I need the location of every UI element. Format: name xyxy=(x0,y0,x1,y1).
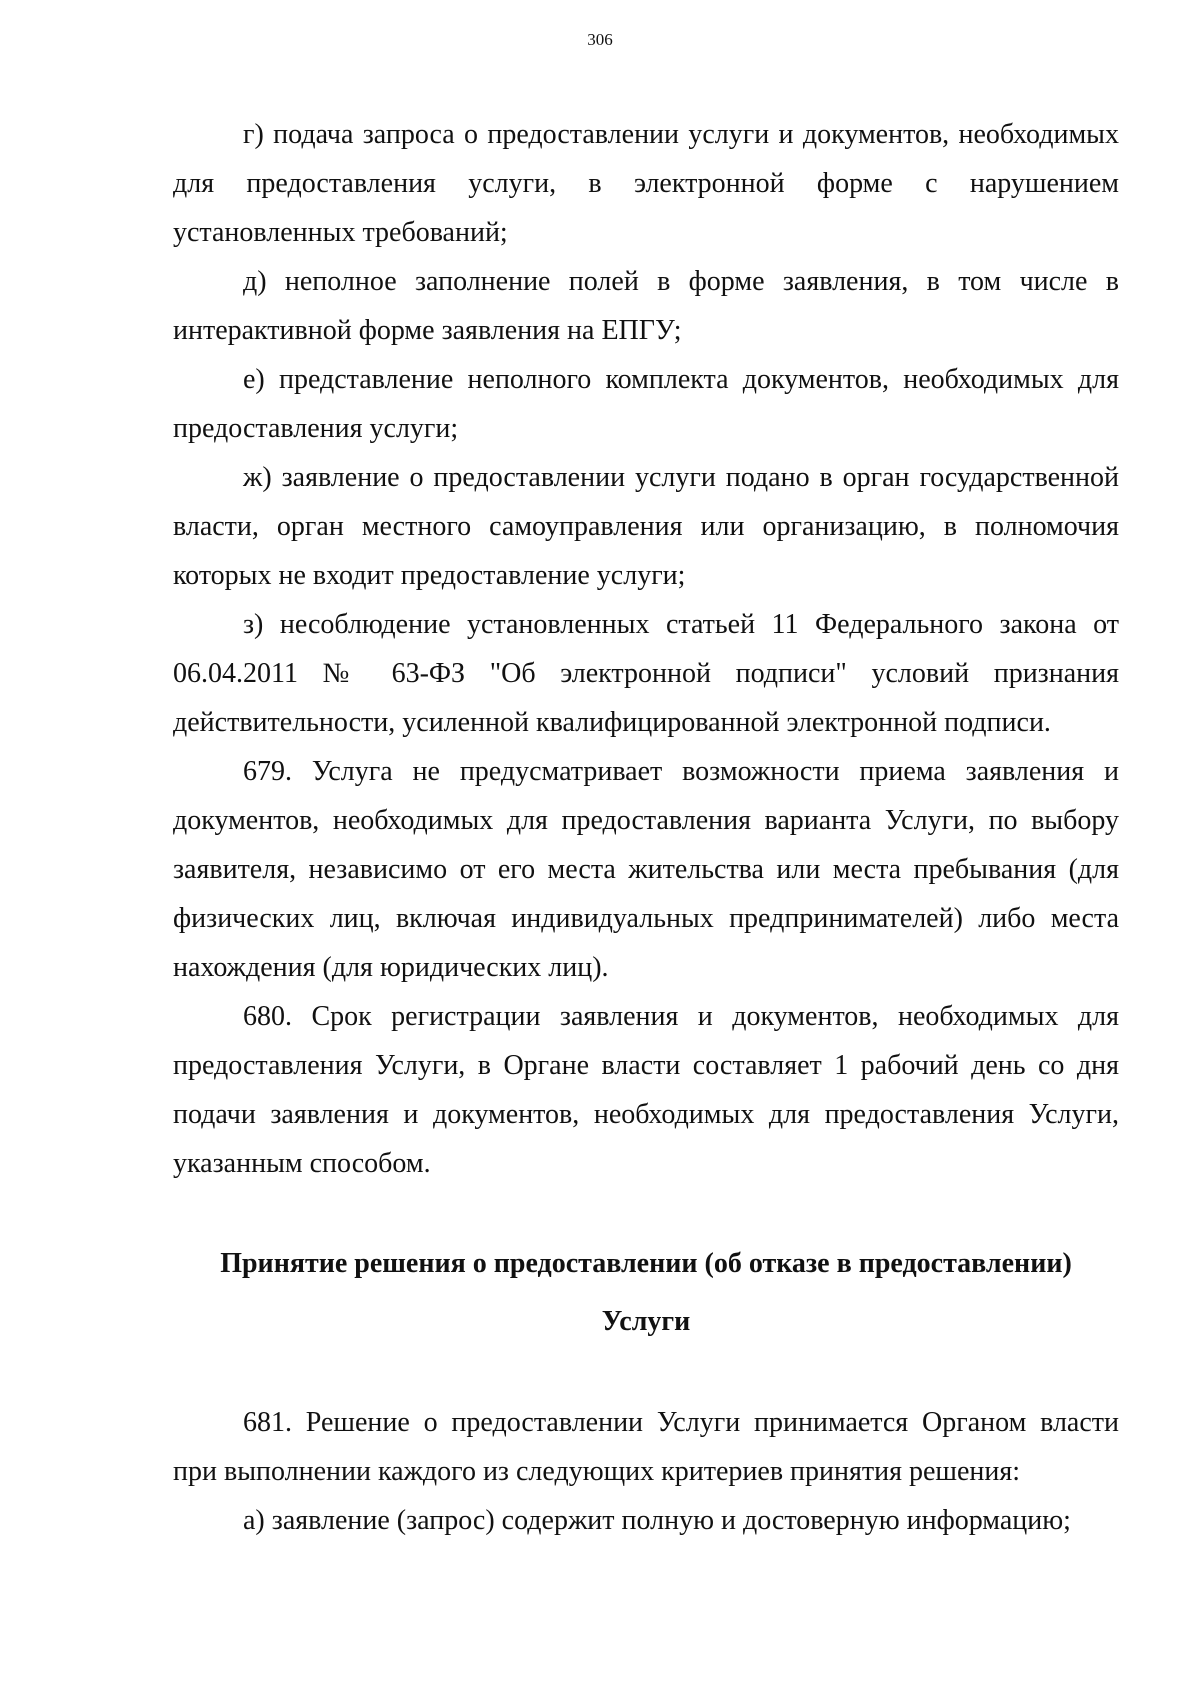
paragraph-681: 681. Решение о предоставлении Услуги принимается Органом власти при выполнении каждого из следующих критериев принятия решения: xyxy=(173,1407,1119,1487)
page-number: 306 xyxy=(587,30,613,49)
paragraph-a: а) заявление (запрос) содержит полную и достоверную информацию; xyxy=(243,1505,1071,1536)
paragraph-e: е) представление неполного комплекта документов, необходимых для предоставления услуги; xyxy=(173,364,1119,444)
paragraph-d: д) неполное заполнение полей в форме заявления, в том числе в интерактивной форме заявления на ЕПГУ; xyxy=(173,266,1119,346)
document-body xyxy=(173,110,1119,1545)
section-heading: Принятие решения о предоставлении (об отказе в предоставлении) Услуги xyxy=(220,1248,1072,1337)
paragraph-679: 679. Услуга не предусматривает возможности приема заявления и документов, необходимых для предоставления варианта Услуги, по выбору заявителя, независимо от его места жительства или места пребывания (для физических лиц, включая индивидуальных предпринимателей) либо места нахождения (для юридических лиц). xyxy=(173,756,1119,983)
paragraph-g: г) подача запроса о предоставлении услуги и документов, необходимых для предоставления услуги, в электронной форме с нарушением установленных требований; xyxy=(173,119,1119,248)
paragraph-680: 680. Срок регистрации заявления и документов, необходимых для предоставления Услуги, в Органе власти составляет 1 рабочий день со дня подачи заявления и документов, необходимых для предоставления Услуги, указанным способом. xyxy=(173,1001,1119,1179)
paragraph-zh: ж) заявление о предоставлении услуги подано в орган государственной власти, орган местного самоуправления или организацию, в полномочия которых не входит предоставление услуги; xyxy=(173,462,1119,591)
paragraph-z: з) несоблюдение установленных статьей 11 Федерального закона от 06.04.2011 № 63-ФЗ "Об электронной подписи" условий признания действительности, усиленной квалифицированной электронной подписи. xyxy=(173,609,1119,738)
